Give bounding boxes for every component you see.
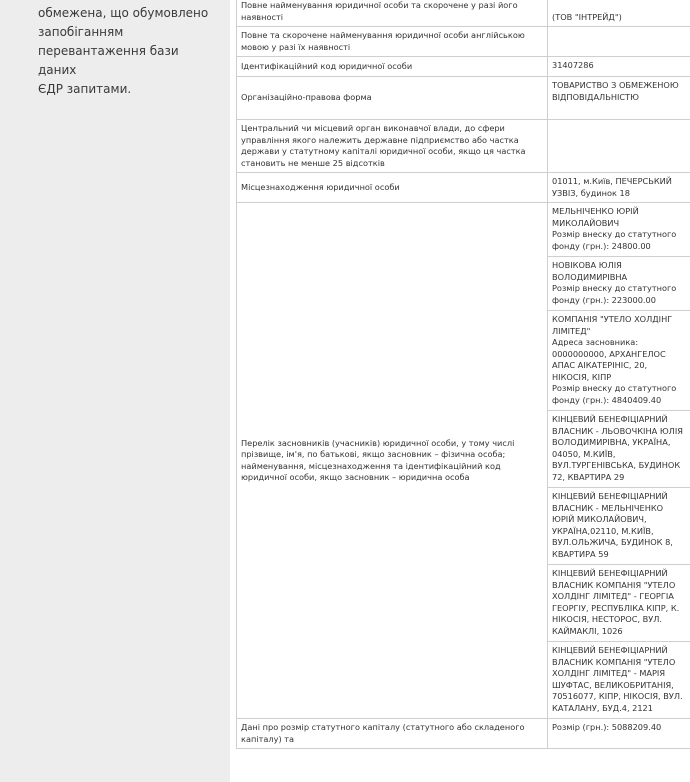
row-value [548,120,690,173]
founders-list [548,203,690,719]
row-capital [237,719,690,749]
row-label: Організаційно-правова форма [237,77,548,120]
founder-entry [548,203,690,257]
location-value: 01011, м.Київ, ПЕЧЕРСЬКИЙ УЗВІЗ, будинок 18 [552,176,672,198]
legal-form-value: ТОВАРИСТВО З ОБМЕЖЕНОЮ ВІДПОВІДАЛЬНІСТЮ [552,80,679,102]
sidebar-note-line: запобіганням [38,25,124,39]
founder-name: НОВІКОВА ЮЛІЯ ВОЛОДИМИРІВНА [552,260,628,282]
authority-value [548,120,690,126]
row-value [548,27,690,57]
beneficiary-text: КІНЦЕВИЙ БЕНЕФІЦІАРНИЙ ВЛАСНИК КОМПАНІЯ "УТЕЛО ХОЛДІНГ ЛІМІТЕД" - МАРІЯ ШУФТАС, ВЕЛИКОБРИТАНІЯ, 70516077, КІПР, НІКОСІЯ, ВУЛ. КАТАЛАНУ, БУД.4, 2121 [552,645,683,713]
row-label: Центральний чи місцевий орган виконавчої влади, до сфери управління якого належить державне підприємство або частка держави у статутному капіталі юридичної особи, якщо ця частка становить не менше 25 відсотків [237,120,548,173]
beneficiary-text: КІНЦЕВИЙ БЕНЕФІЦІАРНИЙ ВЛАСНИК КОМПАНІЯ "УТЕЛО ХОЛДІНГ ЛІМІТЕД" - ГЕОРГІА ГЕОРГІУ, РЕСПУБЛІКА КІПР, К. НІКОСІЯ, НЕСТОРОС, ВУЛ. КАЙМАКЛІ, 1026 [552,568,680,636]
founder-entry [548,311,690,411]
row-label: Ідентифікаційний код юридичної особи [237,57,548,77]
beneficiary-text: КІНЦЕВИЙ БЕНЕФІЦІАРНИЙ ВЛАСНИК - ЛЬОВОЧКІНА ЮЛІЯ ВОЛОДИМИРІВНА, УКРАЇНА, 04050, М.КИЇВ, ВУЛ.ТУРГЕНІВСЬКА, БУДИНОК 72, КВАРТИРА 29 [552,414,683,482]
row-legal-form [237,77,690,120]
row-authority [237,120,690,173]
row-label: Повне та скорочене найменування юридичної особи англійською мовою у разі їх наявності [237,27,548,57]
beneficiary-entry [548,642,690,718]
beneficiary-entry [548,488,690,565]
sidebar-note-line: ЄДР запитами. [38,82,132,96]
beneficiary-text: КІНЦЕВИЙ БЕНЕФІЦІАРНИЙ ВЛАСНИК - МЕЛЬНІЧЕНКО ЮРІЙ МИКОЛАЙОВИЧ, УКРАЇНА,02110, М.КИЇВ, ВУЛ.ОЛЬЖИЧА, БУДИНОК 8, КВАРТИРА 59 [552,491,673,559]
capital-value: Розмір (грн.): 5088209.40 [552,722,662,732]
row-value [548,77,690,120]
founder-name: КОМПАНІЯ "УТЕЛО ХОЛДІНГ ЛІМІТЕД" [552,314,673,336]
row-founders [237,203,690,719]
sidebar-panel [0,0,230,782]
row-label: Дані про розмір статутного капіталу (статутного або складеного капіталу) та [237,719,548,749]
registry-table [236,0,690,749]
sidebar-note [38,4,218,99]
founder-contribution: Розмір внеску до статутного фонду (грн.): 223000.00 [552,283,677,305]
english-name-value [548,27,690,33]
founder-name: МЕЛЬНІЧЕНКО ЮРІЙ МИКОЛАЙОВИЧ [552,206,639,228]
sidebar-note-line: обмежена, що обумовлено [38,6,209,20]
row-label: Місцезнаходження юридичної особи [237,173,548,203]
row-value [548,57,690,77]
row-full-name [237,0,690,27]
row-location [237,173,690,203]
beneficiary-entry [548,565,690,642]
beneficiary-entry [548,411,690,488]
row-value [548,719,690,749]
row-english-name [237,27,690,57]
founder-contribution: Розмір внеску до статутного фонду (грн.): 24800.00 [552,229,677,251]
full-name-value: (ТОВ "ІНТРЕЙД") [552,11,622,22]
row-label: Перелік засновників (учасників) юридичної особи, у тому числі прізвище, ім'я, по батькові, якщо засновник – фізична особа; найменування, місцезнаходження та ідентифікаційний код юридичної особи, якщо засновник – юридична особа [237,203,548,719]
founder-contribution: Розмір внеску до статутного фонду (грн.): 4840409.40 [552,383,677,405]
row-value [548,0,690,27]
row-value [548,173,690,203]
row-id-code [237,57,690,77]
founder-entry [548,257,690,311]
row-label: Повне найменування юридичної особи та скорочене у разі його наявності [237,0,548,27]
founder-address: Адреса засновника: 0000000000, АРХАНГЕЛОС АПАС АІКАТЕРІНІС, 20, НІКОСІЯ, КІПР [552,337,666,382]
sidebar-note-line: перевантаження бази даних [38,44,179,77]
id-code-value: 31407286 [552,60,594,70]
